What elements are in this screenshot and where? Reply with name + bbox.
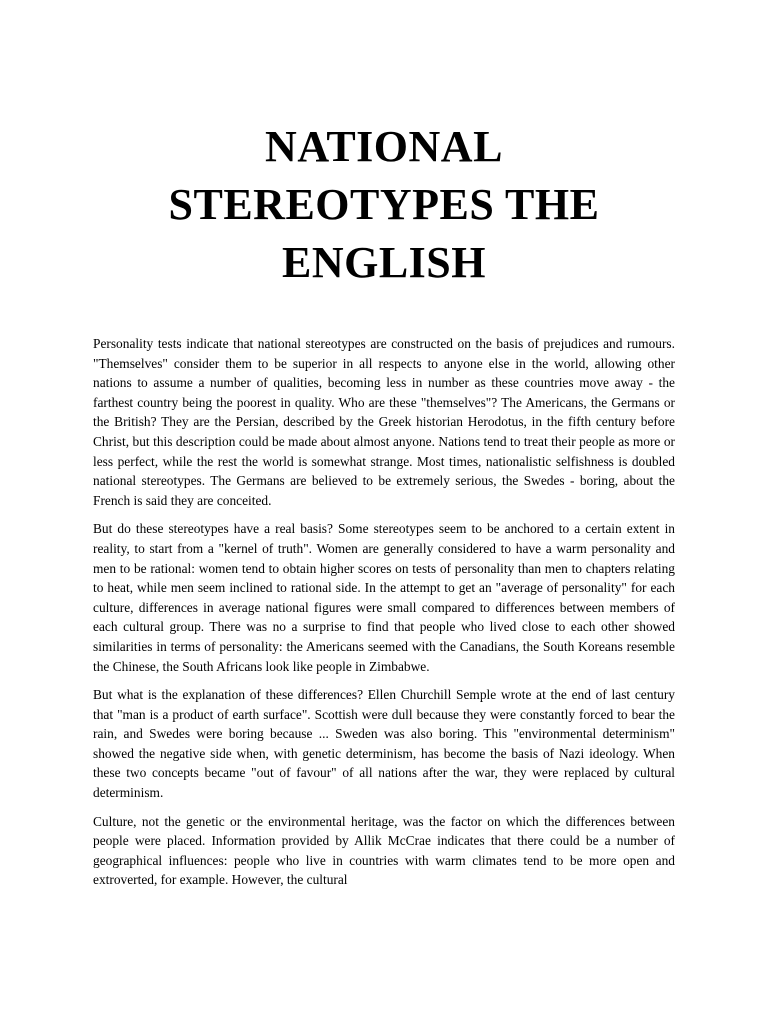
- title-line-1: NATIONAL: [265, 122, 503, 171]
- title-line-2: STEREOTYPES THE: [168, 180, 600, 229]
- paragraph-2: But do these stereotypes have a real basis? Some stereotypes seem to be anchored to a certain extent in reality, to start from a "kernel of truth". Women are generally considered to have a warm personality and men to be rational: women tend to obtain higher scores on tests of personality than men to chapters relating to heat, while men seem inclined to rational side. In the attempt to get an "average of personality" for each culture, differences in average national figures were small compared to differences between members of each cultural group. There was no a surprise to find that people who lived close to each other showed similarities in terms of personality: the Americans seemed with the Canadians, the South Koreans resemble the Chinese, the South Africans look like people in Zimbabwe.: [93, 521, 675, 674]
- paragraph-4: Culture, not the genetic or the environmental heritage, was the factor on which the differences between people were placed. Information provided by Allik McCrae indicates that there could be a number of geographical influences: people who live in countries with warm climates tend to be more open and extroverted, for example. However, the cultural: [93, 813, 675, 888]
- body-text: [93, 334, 675, 899]
- paragraph-3: But what is the explanation of these differences? Ellen Churchill Semple wrote at the end of last century that "man is a product of earth surface". Scottish were dull because they were constantly forced to bear the rain, and Swedes were boring because ... Sweden was also boring. This "environmental determinism" showed the negative side when, with genetic determinism, has become the basis of Nazi ideology. When these two concepts became "out of favour" of all nations after the war, they were replaced by cultural determinism.: [93, 687, 675, 801]
- page-title: [100, 118, 668, 292]
- title-line-3: ENGLISH: [281, 238, 486, 287]
- paragraph-1: Personality tests indicate that national stereotypes are constructed on the basis of prejudices and rumours. "Themselves" consider them to be superior in all respects to anyone else in the world, allowing other nations to assume a number of qualities, becoming less in number as these countries move away - the farthest country being the poorest in quality. Who are these "themselves"? The Americans, the Germans or the British? They are the Persian, described by the Greek historian Herodotus, in the fifth century before Christ, but this description could be made about almost anyone. Nations tend to treat their people as more or less perfect, while the rest the world is somewhat strange. Most times, nationalistic selfishness is doubled national stereotypes. The Germans are believed to be extremely serious, the Swedes - boring, about the French is said they are conceited.: [93, 336, 675, 508]
